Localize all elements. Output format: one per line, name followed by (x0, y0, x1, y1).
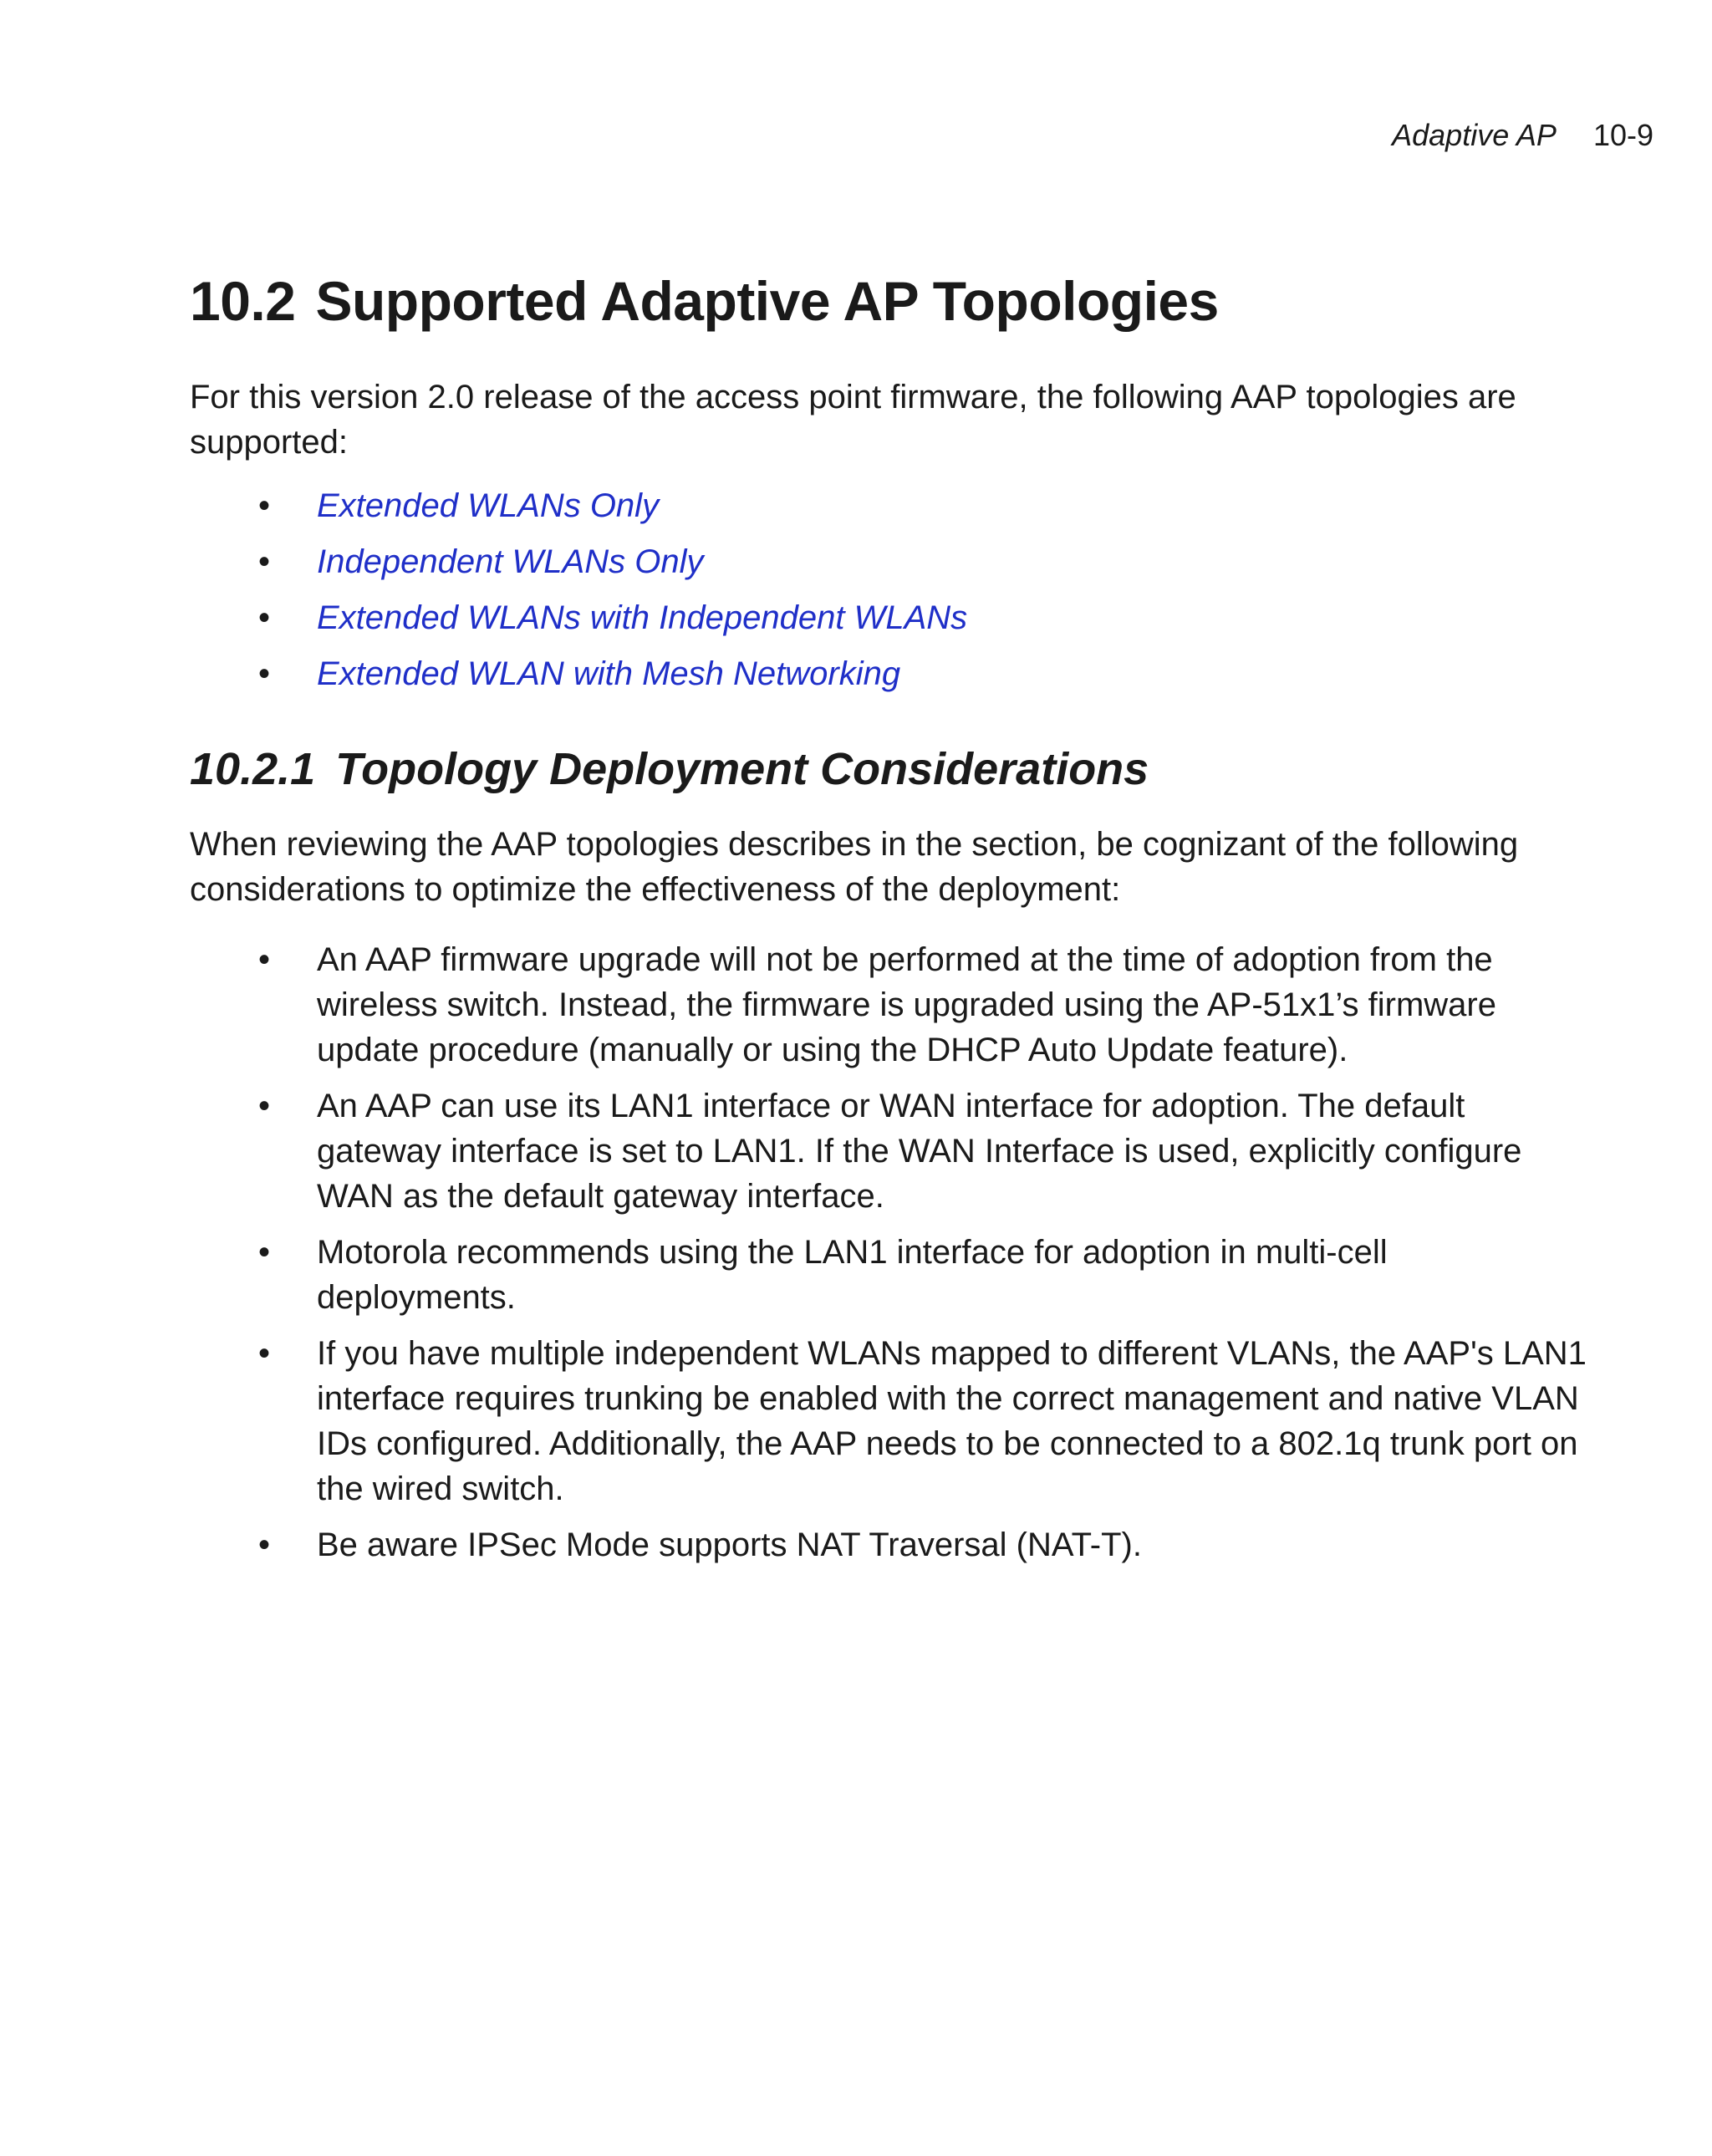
page-content (190, 268, 1594, 1578)
bullet-icon: • (258, 941, 271, 978)
subsection-heading (190, 742, 1594, 797)
section-heading (190, 268, 1594, 334)
list-item (190, 1083, 1594, 1219)
list-item (190, 1331, 1594, 1511)
bullet-icon: • (258, 1335, 271, 1372)
considerations-list (190, 937, 1594, 1567)
subsection-title: Topology Deployment Considerations (335, 744, 1149, 794)
consideration-text: An AAP can use its LAN1 interface or WAN interface for adoption. The default gateway interface is set to LAN1. If the WAN Interface is used, explicitly configure WAN as the default gateway interface. (317, 1088, 1522, 1215)
bullet-icon: • (258, 543, 271, 580)
list-item (190, 1230, 1594, 1320)
link-extended-wlans-only[interactable]: Extended WLANs Only (317, 487, 660, 524)
subsection-intro: When reviewing the AAP topologies describes in the section, be cognizant of the following considerations to optimize the effectiveness of the deployment: (190, 826, 1519, 908)
header-section-name: Adaptive AP (1392, 118, 1557, 152)
running-header (1392, 117, 1653, 154)
section-title: Supported Adaptive AP Topologies (315, 270, 1219, 332)
section-intro: For this version 2.0 release of the access point firmware, the following AAP topologies are supported: (190, 379, 1516, 461)
list-item (190, 595, 1594, 640)
section-number: 10.2 (190, 270, 296, 332)
topology-link-list (190, 483, 1594, 696)
subsection-number: 10.2.1 (190, 744, 316, 794)
bullet-icon: • (258, 655, 271, 692)
link-extended-with-independent-wlans[interactable]: Extended WLANs with Independent WLANs (317, 599, 968, 636)
consideration-text: If you have multiple independent WLANs mapped to different VLANs, the AAP's LAN1 interface requires trunking be enabled with the correct management and native VLAN IDs configured. Additionally, the AAP needs to be connected to a 802.1q trunk port on the wired switch. (317, 1335, 1587, 1507)
bullet-icon: • (258, 599, 271, 636)
bullet-icon: • (258, 1527, 271, 1563)
list-item (190, 483, 1594, 528)
bullet-icon: • (258, 487, 271, 524)
consideration-text: An AAP firmware upgrade will not be performed at the time of adoption from the wireless switch. Instead, the firmware is upgraded using the AP-51x1’s firmware update procedure (manually or using the DHCP Auto Update feature). (317, 941, 1496, 1068)
link-independent-wlans-only[interactable]: Independent WLANs Only (317, 543, 704, 580)
list-item (190, 937, 1594, 1073)
consideration-text: Be aware IPSec Mode supports NAT Traversal (NAT-T). (317, 1527, 1142, 1563)
list-item (190, 1522, 1594, 1567)
list-item (190, 539, 1594, 584)
bullet-icon: • (258, 1234, 271, 1271)
list-item (190, 651, 1594, 696)
consideration-text: Motorola recommends using the LAN1 interface for adoption in multi-cell deployments. (317, 1234, 1388, 1316)
page-number: 10-9 (1592, 118, 1653, 152)
bullet-icon: • (258, 1088, 271, 1124)
link-extended-wlan-mesh-networking[interactable]: Extended WLAN with Mesh Networking (317, 655, 901, 692)
